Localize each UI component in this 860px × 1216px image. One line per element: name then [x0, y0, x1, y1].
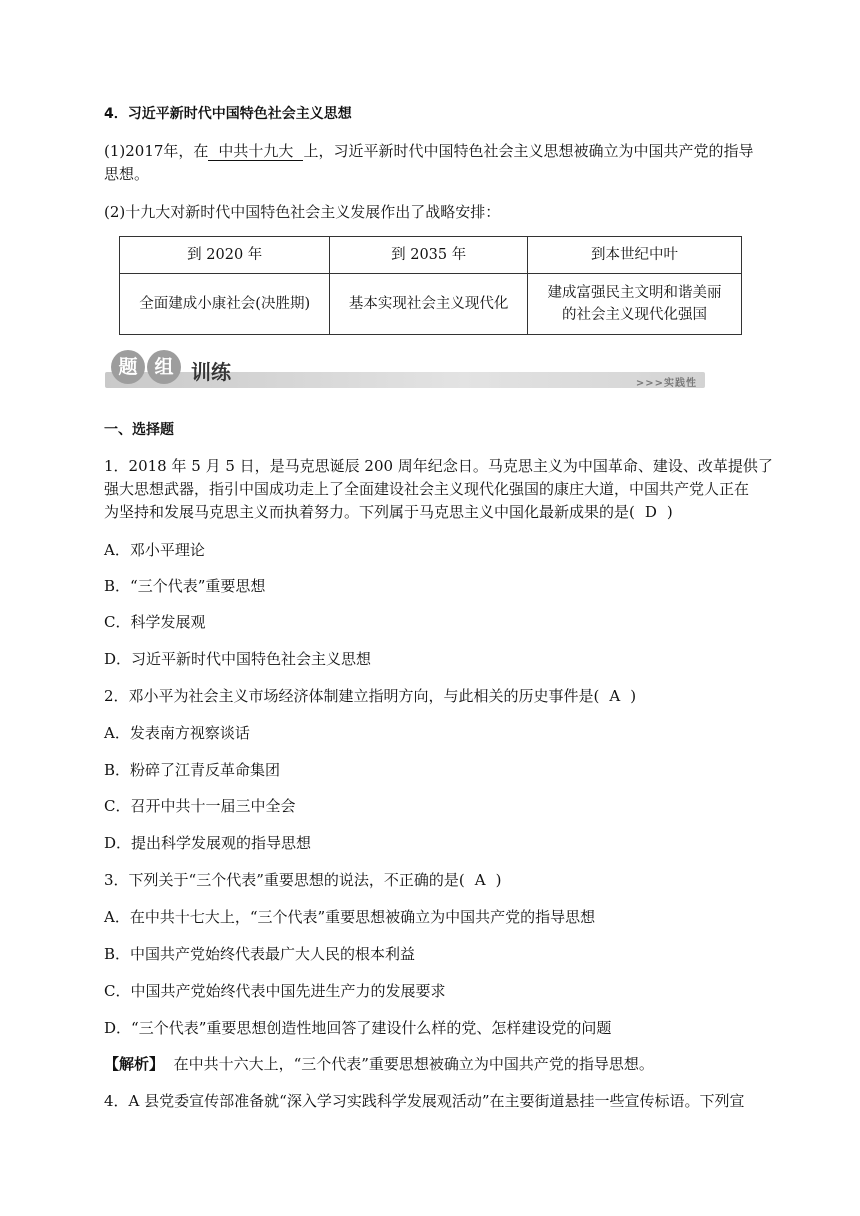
banner-badge: 组	[147, 350, 181, 384]
option: C．召开中共十一届三中全会	[104, 797, 296, 815]
banner-title: 训练	[191, 360, 231, 384]
analysis	[104, 1054, 654, 1074]
table-cell-line: 建成富强民主文明和谐美丽	[547, 285, 722, 301]
option: A．发表南方视察谈话	[104, 724, 250, 742]
bracket-close: )	[495, 871, 502, 889]
p1-suffix: 上，习近平新时代中国特色社会主义思想被确立为中国共产党的指导	[303, 142, 754, 160]
table-header: 到 2035 年	[330, 237, 527, 274]
table-header: 到本世纪中叶	[527, 237, 741, 274]
paragraph-2: (2)十九大对新时代中国特色社会主义发展作出了战略安排：	[104, 203, 501, 221]
bracket-close: )	[630, 687, 637, 705]
question-2-stem: 2．邓小平为社会主义市场经济体制建立指明方向，与此相关的历史事件是(	[104, 687, 600, 705]
question-1-stem-end: 为坚持和发展马克思主义而执着努力。下列属于马克思主义中国化最新成果的是(	[104, 503, 635, 521]
question-1-line	[104, 502, 673, 522]
paragraph-1-cont: 思想。	[104, 165, 150, 183]
p1-prefix: (1)2017年，在	[104, 142, 209, 160]
option: C．科学发展观	[104, 613, 206, 631]
table-header: 到 2020 年	[120, 237, 330, 274]
answer: A	[474, 871, 486, 889]
question-2-line	[104, 686, 636, 706]
option: B．中国共产党始终代表最广大人民的根本利益	[104, 945, 416, 963]
question-1-line: 强大思想武器，指引中国成功走上了全面建设社会主义现代化强国的康庄大道，中国共产党人正在	[104, 480, 750, 498]
section-title: 4．习近平新时代中国特色社会主义思想	[104, 106, 352, 122]
table-cell	[527, 274, 741, 335]
banner-badge: 题	[111, 350, 145, 384]
option: B．“三个代表”重要思想	[104, 577, 266, 595]
option: A．邓小平理论	[104, 541, 205, 559]
option: C．中国共产党始终代表中国先进生产力的发展要求	[104, 982, 446, 1000]
analysis-label: 【解析】	[104, 1055, 165, 1073]
bracket-close: )	[666, 503, 673, 521]
strategy-table	[119, 236, 742, 335]
table-header-row	[120, 237, 742, 274]
table-cell: 基本实现社会主义现代化	[330, 274, 527, 335]
part-title: 一、选择题	[104, 422, 174, 438]
question-1-line: 1．2018 年 5 月 5 日，是马克思诞辰 200 周年纪念日。马克思主义为中国革命、建设、改革提供了	[104, 457, 773, 475]
analysis-text: 在中共十六大上，“三个代表”重要思想被确立为中国共产党的指导思想。	[173, 1055, 654, 1073]
answer: A	[609, 687, 621, 705]
option: D．“三个代表”重要思想创造性地回答了建设什么样的党、怎样建设党的问题	[104, 1019, 612, 1037]
question-3-stem: 3．下列关于“三个代表”重要思想的说法，不正确的是(	[104, 871, 465, 889]
table-cell-line: 的社会主义现代化强国	[561, 307, 707, 323]
table-row	[120, 274, 742, 335]
fill-blank: 中共十九大	[208, 142, 303, 161]
banner-tag: >>>实践性	[635, 378, 697, 389]
option: D．提出科学发展观的指导思想	[104, 834, 312, 852]
option: D．习近平新时代中国特色社会主义思想	[104, 650, 372, 668]
paragraph-1	[104, 141, 753, 161]
question-3-line	[104, 870, 501, 890]
section-banner	[105, 344, 705, 392]
answer: D	[644, 503, 657, 521]
table-cell: 全面建成小康社会(决胜期)	[120, 274, 330, 335]
option: B．粉碎了江青反革命集团	[104, 761, 281, 779]
question-4-line: 4．A 县党委宣传部准备就“深入学习实践科学发展观活动”在主要街道悬挂一些宣传标语。下列宣	[104, 1092, 745, 1110]
option: A．在中共十七大上，“三个代表”重要思想被确立为中国共产党的指导思想	[104, 908, 596, 926]
